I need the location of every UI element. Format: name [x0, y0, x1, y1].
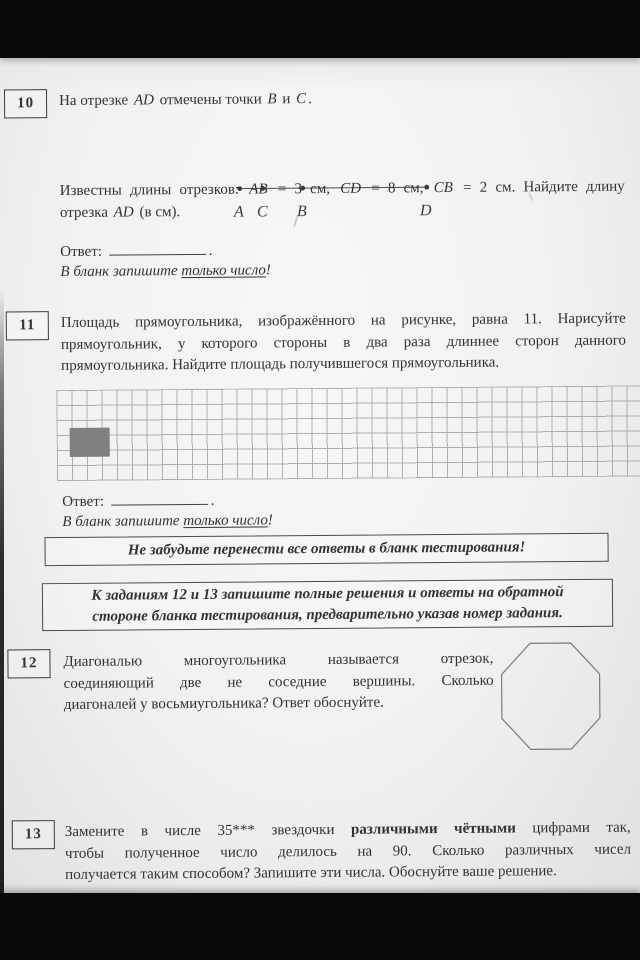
task-10-given-line1: [60, 177, 625, 201]
notice-text-line1: К заданиям 12 и 13 запишите полные решения и ответы на обратной: [91, 583, 564, 604]
math-var: AB: [249, 181, 268, 198]
top-letterbox-bar: [0, 0, 640, 58]
task-number-label: 13: [24, 826, 42, 843]
text-run: На отрезке: [58, 92, 132, 110]
text-run: В бланк запишите: [62, 513, 184, 531]
task-11-text-line1: Площадь прямоугольника, изображённого на рисунке, равна 11. Нарисуйте: [60, 310, 626, 332]
math-var: B: [267, 91, 277, 108]
answer-period: .: [210, 492, 215, 509]
notice-text-line2: стороне бланка тестирования, предварительно указав номер задания.: [92, 605, 563, 625]
bold-text: различными чётными: [350, 820, 516, 838]
squared-grid-figure: [56, 385, 640, 481]
text-run: .: [308, 91, 312, 108]
task-10-answer-note: [60, 260, 271, 282]
text-run: отмечены точки: [155, 91, 266, 109]
task-number-label: 12: [20, 655, 38, 672]
task-12-number-box: [7, 649, 50, 678]
task-number-label: 11: [19, 317, 36, 334]
text-run: = 2 см. Найдите длину: [454, 178, 625, 196]
text-run: !: [267, 512, 273, 529]
shaded-rectangle: [70, 428, 110, 457]
point-label-D: D: [419, 202, 432, 220]
answer-label: Ответ:: [60, 243, 103, 261]
notice-tasks-12-13: [42, 579, 613, 631]
scan-edge-shadow: [0, 288, 4, 893]
notice-transfer-answers: [44, 533, 608, 566]
task-11-text-line2: прямоугольник, у которого стороны в два раза длиннее сторон данного: [60, 332, 627, 353]
text-run: отрезка: [59, 204, 112, 222]
text-run: = 3 см,: [269, 180, 339, 198]
point-label-B: B: [296, 203, 307, 221]
task-13-number-box: [12, 820, 55, 849]
task-11-number-box: [6, 311, 49, 340]
task-10-number-box: [4, 89, 47, 118]
task-12-text-line1: Диагональю многоугольника называется отрезок,: [63, 650, 494, 671]
bottom-letterbox-bar: [0, 893, 640, 960]
point-label-A: A: [233, 203, 244, 221]
underlined-text: только число: [183, 512, 268, 530]
answer-blank-line: [111, 492, 208, 506]
underlined-text: только число: [181, 262, 266, 280]
text-run: В бланк запишите: [60, 263, 182, 281]
answer-label: Ответ:: [62, 493, 105, 511]
text-run: Известны длины отрезков:: [59, 181, 248, 200]
task-12-text-line2: соединяющий две не соседние вершины. Сколько: [63, 672, 494, 692]
task-13-text-line1: [65, 818, 631, 842]
task-13-text-line3: получается таким способом? Запишите эти числа. Обоснуйте ваше решение.: [65, 863, 557, 884]
text-run: = 8 см,: [363, 180, 432, 197]
text-run: (в см).: [135, 204, 181, 221]
text-run: и: [278, 91, 295, 108]
task-10-given-line2: [60, 199, 625, 223]
octagon-outline: [501, 643, 600, 750]
task-13-text-line2: чтобы полученное число делилось на 90. Сколько различных чисел: [64, 841, 632, 862]
text-run: цифрами так,: [515, 819, 631, 837]
task-12-text-line3: диагоналей у восьмиугольника? Ответ обоснуйте.: [63, 694, 384, 714]
task-11-text-line3: прямоугольника. Найдите площадь получившегося прямоугольника.: [61, 354, 500, 375]
point-label-C: C: [256, 203, 268, 221]
math-var: C: [296, 91, 307, 108]
worksheet-page: [0, 58, 640, 893]
text-run: !: [265, 262, 271, 279]
notice-text: Не забудьте перенести все ответы в бланк тестирования!: [127, 539, 526, 559]
task-10-answer-line: [60, 241, 212, 262]
answer-period: .: [208, 242, 213, 259]
math-var: CD: [340, 180, 362, 197]
answer-blank-line: [109, 242, 206, 256]
math-var: CB: [433, 179, 453, 197]
math-var: AD: [113, 204, 134, 221]
math-var: AD: [133, 92, 154, 109]
page-content: [0, 55, 640, 895]
task-11-answer-note: [62, 510, 273, 532]
octagon-figure: [497, 639, 604, 754]
task-10-statement: [59, 87, 622, 111]
task-11-answer-line: [62, 491, 214, 512]
task-number-label: 10: [17, 95, 35, 112]
text-run: Замените в числе 35*** звездочки: [64, 821, 352, 841]
